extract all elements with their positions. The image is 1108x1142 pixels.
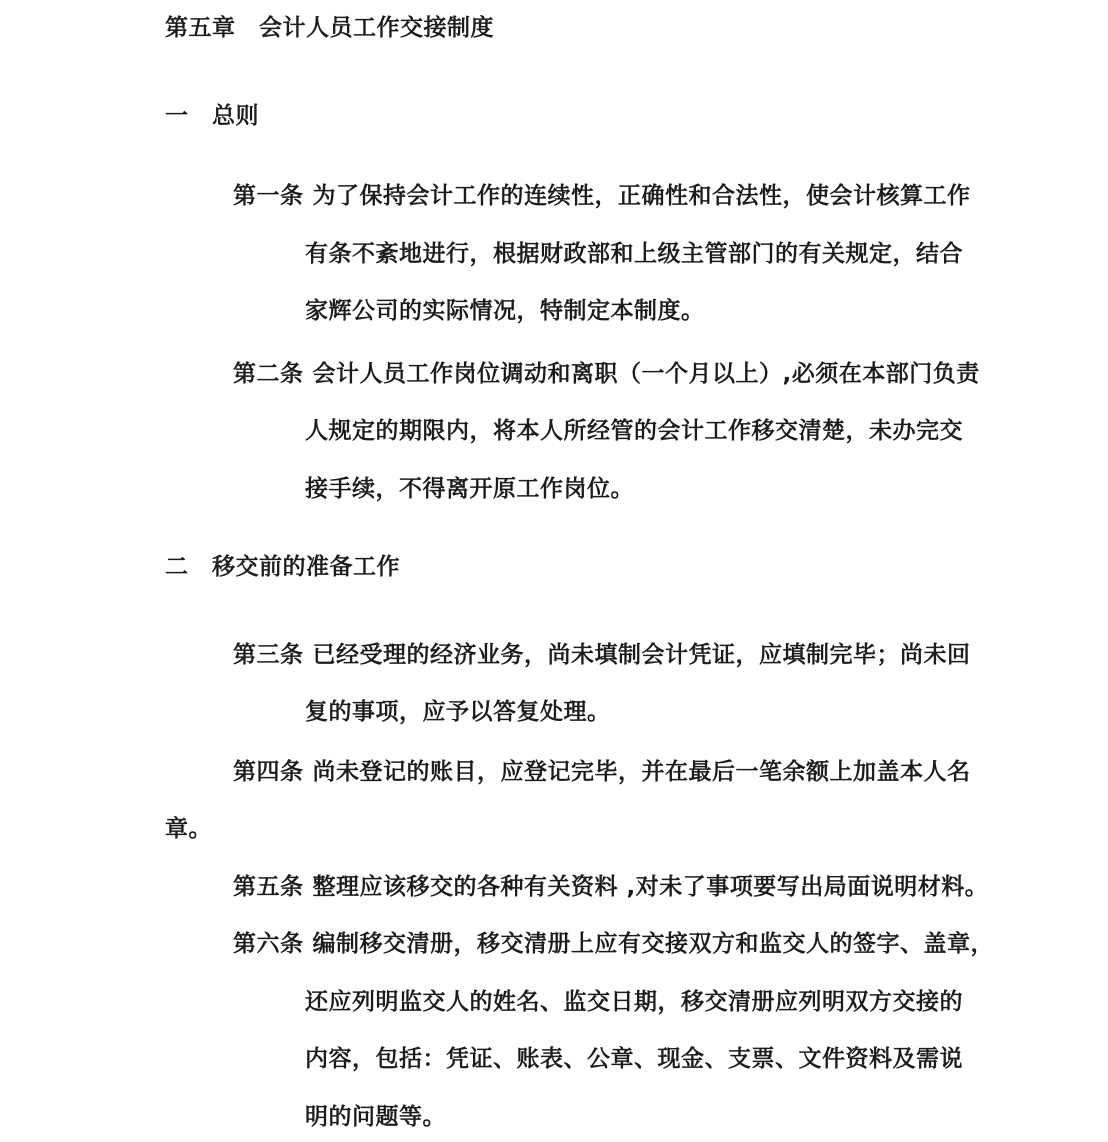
article-6-line-1: [0, 916, 1108, 974]
article-1-line-3: 家辉公司的实际情况，特制定本制度。: [305, 298, 705, 324]
article-1-line-2: 有条不紊地进行，根据财政部和上级主管部门的有关规定，结合: [305, 240, 963, 267]
article-5-line-1: [0, 859, 1108, 917]
article-3-line-1: [0, 627, 1108, 685]
article-1-text: 为了保持会计工作的连续性，正确性和合法性，使会计核算工作: [312, 183, 971, 209]
article-6-line-3: 内容，包括：凭证、账表、公章、现金、支票、文件资料及需说: [305, 1046, 963, 1072]
article-4-line-1: [0, 744, 1108, 802]
article-4-label: 第四条: [233, 758, 304, 785]
article-2-text: 会计人员工作岗位调动和离职（一个月以上）,必须在本部门负责: [312, 360, 980, 387]
article-2-line-1: [0, 346, 1108, 404]
article-3-text: 已经受理的经济业务，尚未填制会计凭证，应填制完毕；尚未回: [312, 641, 971, 668]
article-1-label: 第一条: [233, 183, 304, 209]
article-6-line-2: 还应列明监交人的姓名、监交日期，移交清册应列明双方交接的: [305, 988, 963, 1015]
article-3-line-2: 复的事项，应予以答复处理。: [305, 699, 611, 725]
section-heading-preparation: 二 移交前的准备工作: [165, 554, 400, 580]
article-4-line-2: 章。: [165, 816, 212, 842]
article-4-text: 尚未登记的账目，应登记完毕，并在最后一笔余额上加盖本人名: [312, 758, 971, 785]
article-2-line-2: 人规定的期限内，将本人所经管的会计工作移交清楚，未办完交: [305, 418, 963, 444]
section-heading-general-rules: 一 总则: [165, 102, 259, 129]
article-6-text: 编制移交清册，移交清册上应有交接双方和监交人的签字、盖章，: [312, 931, 994, 957]
article-2-line-3: 接手续，不得离开原工作岗位。: [305, 475, 634, 502]
article-2-label: 第二条: [233, 360, 304, 387]
article-6-label: 第六条: [233, 931, 304, 957]
article-5-text: 整理应该移交的各种有关资料 ,对未了事项要写出局面说明材料。: [312, 873, 989, 900]
article-3-label: 第三条: [233, 641, 304, 668]
chapter-title: 第五章 会计人员工作交接制度: [165, 15, 494, 41]
article-1-line-1: [0, 168, 1108, 226]
article-6-line-4: 明的问题等。: [305, 1103, 446, 1130]
article-5-label: 第五条: [233, 873, 304, 900]
